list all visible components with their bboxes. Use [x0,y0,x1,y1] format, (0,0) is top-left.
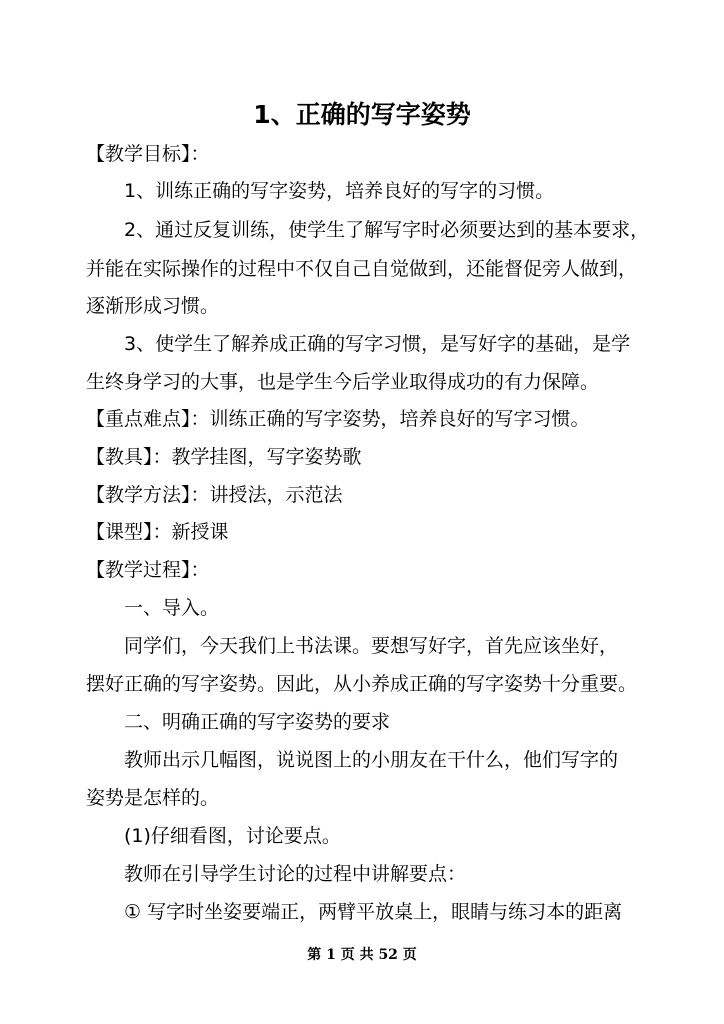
text-line: ① 写字时坐姿要端正，两臂平放桌上，眼睛与练习本的距离 [124,901,623,923]
text-line: 【教学方法】：讲授法，示范法 [86,484,343,506]
text-line: 3、使学生了解养成正确的写字习惯，是写好字的基础，是学 [124,333,631,355]
text-line: 生终身学习的大事，也是学生今后学业取得成功的有力保障。 [86,371,600,393]
text-line: 摆好正确的写字姿势。因此，从小养成正确的写字姿势十分重要。 [86,673,638,695]
page-footer: 第 1 页 共 52 页 [307,947,417,963]
text-line: 逐渐形成习惯。 [86,295,220,317]
text-line: 一、导入。 [124,597,220,619]
text-line: (1)仔细看图，讨论要点。 [124,825,341,847]
page-title: 1、正确的写字姿势 [253,100,471,129]
text-line: 【重点难点】：训练正确的写字姿势，培养良好的写字习惯。 [86,408,590,430]
text-line: 【教具】：教学挂图，写字姿势歌 [86,446,362,468]
text-line: 【课型】：新授课 [86,521,229,543]
text-line: 并能在实际操作的过程中不仅自己自觉做到，还能督促旁人做到， [86,258,638,280]
text-line: 1、训练正确的写字姿势，培养良好的写字的习惯。 [124,180,555,202]
text-line: 【教学目标】： [86,143,210,165]
text-line: 【教学过程】： [86,559,210,581]
text-line: 同学们，今天我们上书法课。要想写好字，首先应该坐好， [124,635,619,657]
text-line: 教师出示几幅图，说说图上的小朋友在干什么，他们写字的 [124,749,619,771]
text-line: 2、通过反复训练，使学生了解写字时必须要达到的基本要求， [124,219,650,241]
text-line: 姿势是怎样的。 [86,787,220,809]
text-line: 教师在引导学生讨论的过程中讲解要点： [124,863,467,885]
text-line: 二、明确正确的写字姿势的要求 [124,711,391,733]
